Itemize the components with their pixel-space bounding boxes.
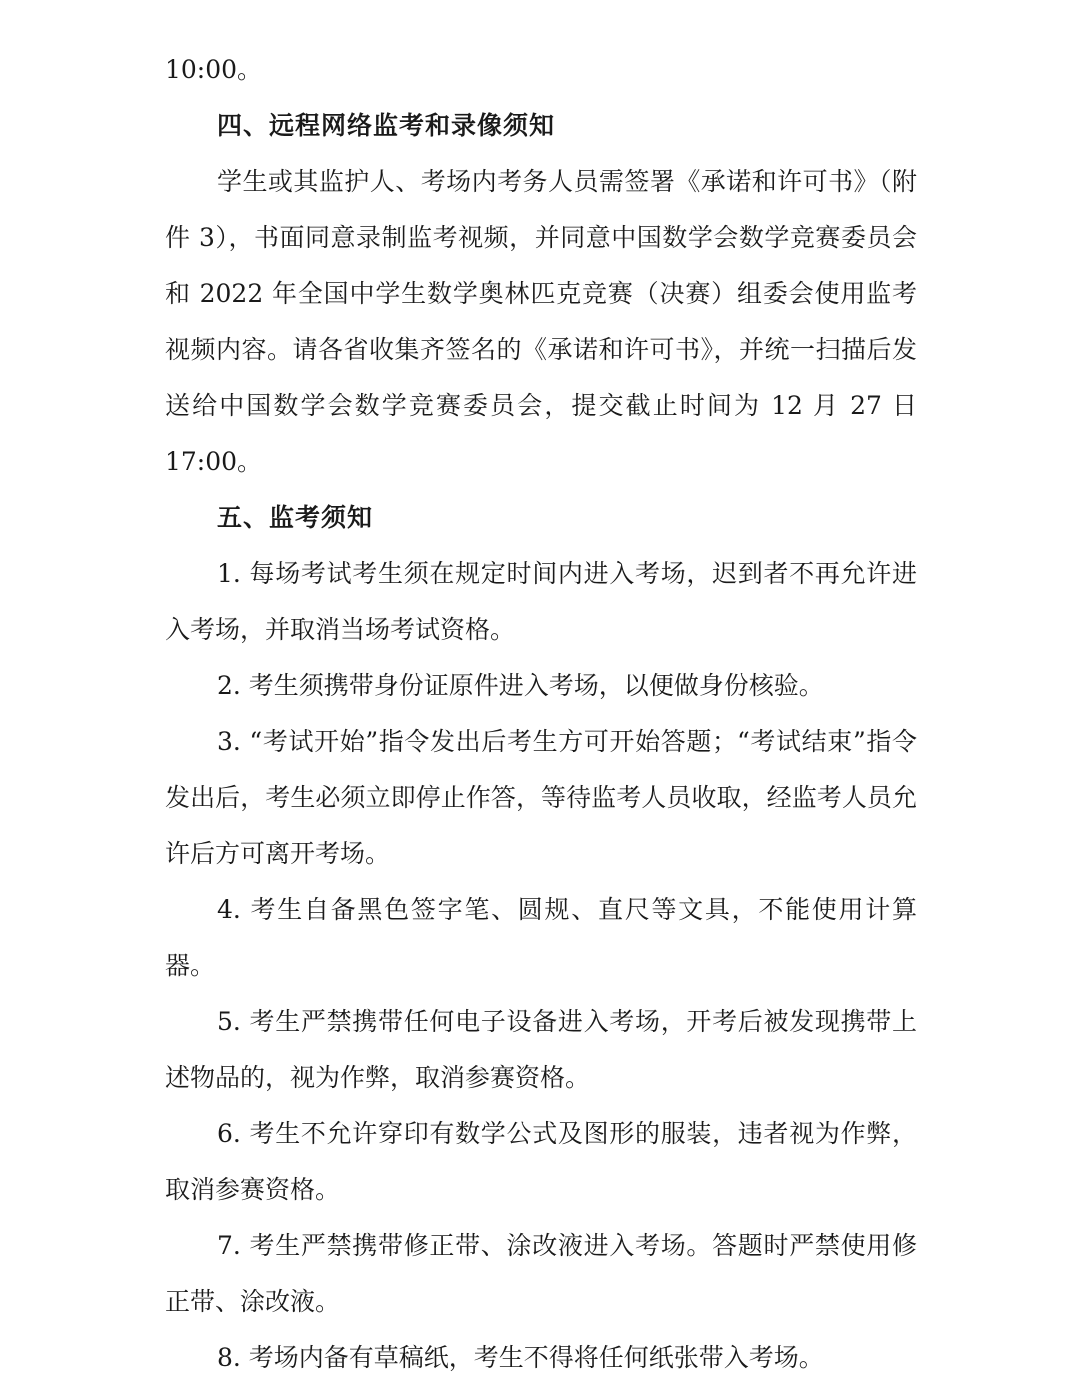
rule-item-7: 7. 考生严禁携带修正带、涂改液进入考场。答题时严禁使用修正带、涂改液。 [165, 1231, 917, 1316]
document-body [165, 42, 917, 1386]
rule-item-6: 6. 考生不允许穿印有数学公式及图形的服装，违者视为作弊，取消参赛资格。 [165, 1119, 917, 1204]
section-4-heading: 四、远程网络监考和录像须知 [217, 111, 556, 140]
rule-item-5: 5. 考生严禁携带任何电子设备进入考场，开考后被发现携带上述物品的，视为作弊，取消参赛资格。 [165, 1007, 917, 1092]
continuation-text: 10:00。 [165, 55, 263, 84]
rule-item-4: 4. 考生自备黑色签字笔、圆规、直尺等文具，不能使用计算器。 [165, 895, 917, 980]
rule-item-1: 1. 每场考试考生须在规定时间内进入考场，迟到者不再允许进入考场，并取消当场考试资格。 [165, 559, 917, 644]
section-5-heading: 五、监考须知 [217, 503, 374, 532]
section-4-paragraph: 学生或其监护人、考场内考务人员需签署《承诺和许可书》（附件 3），书面同意录制监考视频，并同意中国数学会数学竞赛委员会和 2022 年全国中学生数学奥林匹克竞赛（决赛）组委会使用监考视频内容。请各省收集齐签名的《承诺和许可书》，并统一扫描后发送给中国数学会数学竞赛委员会，提交截止时间为 12 月 27 日 17:00。 [165, 167, 917, 476]
rule-item-8: 8. 考场内备有草稿纸，考生不得将任何纸张带入考场。 [217, 1343, 824, 1372]
rule-item-3: 3. “考试开始”指令发出后考生方可开始答题；“考试结束”指令发出后，考生必须立即停止作答，等待监考人员收取，经监考人员允许后方可离开考场。 [165, 727, 917, 868]
rule-item-2: 2. 考生须携带身份证原件进入考场，以便做身份核验。 [217, 671, 824, 700]
